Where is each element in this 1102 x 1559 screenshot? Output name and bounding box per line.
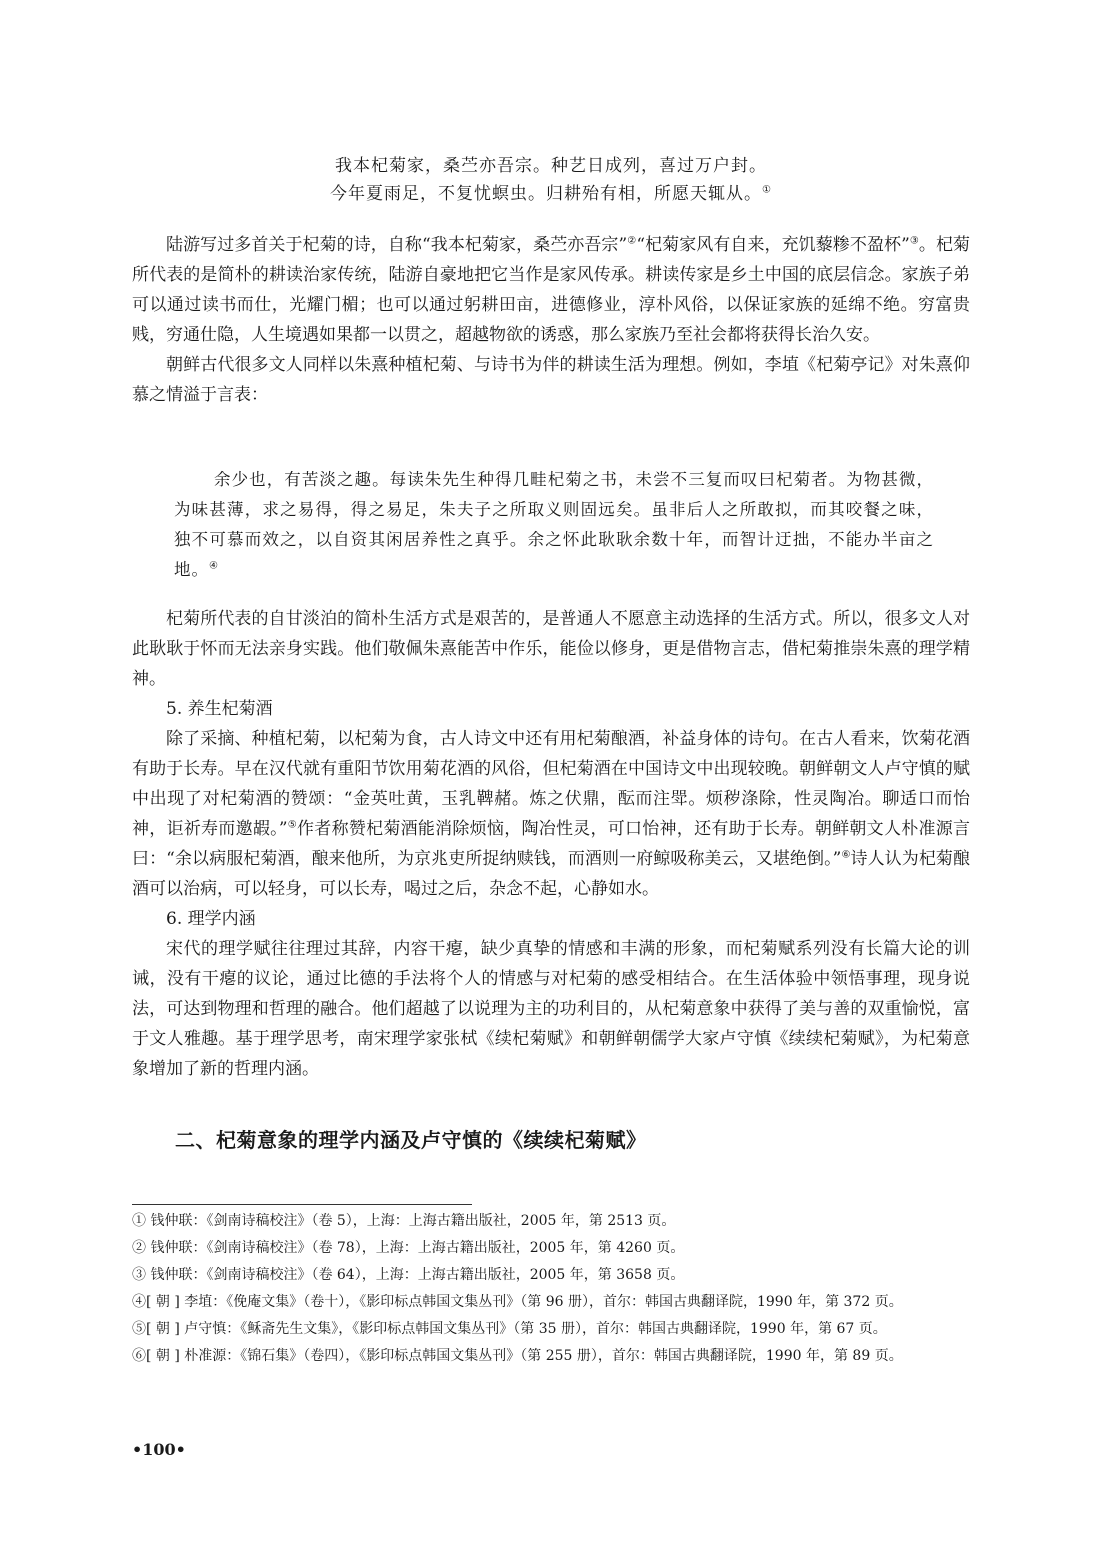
footnote-ref: ④ [209, 560, 219, 572]
paragraph: 杞菊所代表的自甘淡泊的简朴生活方式是艰苦的，是普通人不愿意主动选择的生活方式。所以，很多文人对此耿耿于怀而无法亲身实践。他们敬佩朱熹能苦中作乐，能俭以修身，更是借物言志，借杞菊推崇朱熹的理学精神。 [132, 609, 970, 689]
section-title-6: 6. 理学内涵 [166, 909, 256, 929]
quote-text-wrap [174, 465, 934, 585]
footnotes [132, 1210, 972, 1372]
section-heading: 二、杞菊意象的理学内涵及卢守慎的《续续杞菊赋》 [175, 1128, 647, 1152]
footnote-6: ⑥[ 朝 ] 朴准源：《锦石集》（卷四），《影印标点韩国文集丛刊》（第 255 册），首尔：韩国古典翻译院，1990 年，第 89 页。 [132, 1348, 903, 1364]
page-number: •100• [132, 1440, 186, 1459]
footnote-4: ④[ 朝 ] 李埴：《俛庵文集》（卷十），《影印标点韩国文集丛刊》（第 96 册），首尔：韩国古典翻译院，1990 年，第 372 页。 [132, 1294, 903, 1310]
footnote-5: ⑤[ 朝 ] 卢守慎：《稣斋先生文集》，《影印标点韩国文集丛刊》（第 35 册），首尔：韩国古典翻译院，1990 年，第 67 页。 [132, 1321, 887, 1337]
poem-line-1: 我本杞菊家，桑苎亦吾宗。种艺日成列，喜过万户封。 [335, 156, 767, 175]
paragraph: 朝鲜古代很多文人同样以朱熹种植杞菊、与诗书为伴的耕读生活为理想。例如，李埴《杞菊亭记》对朱熹仰慕之情溢于言表： [132, 355, 970, 405]
para-text: 。杞菊所代表的是简朴的耕读治家传统，陆游自豪地把它当作是家风传承。耕读传家是乡土中国的底层信念。家族子弟可以通过读书而仕，光耀门楣；也可以通过躬耕田亩，进德修业，淳朴风俗，以保证家族的延绵不绝。穷富贵贱，穷通仕隐，人生境遇如果都一以贯之，超越物欲的诱惑，那么家族乃至社会都将获得长治久安。 [132, 235, 971, 345]
footnote-ref: ③ [909, 235, 919, 247]
footnote-1: ① 钱仲联：《剑南诗稿校注》（卷 5），上海：上海古籍出版社，2005 年，第 2513 页。 [132, 1213, 676, 1229]
footnote-3: ③ 钱仲联：《剑南诗稿校注》（卷 64），上海：上海古籍出版社，2005 年，第 3658 页。 [132, 1267, 685, 1283]
para-text: 诗人认为杞菊酿酒可以治病，可以轻身，可以长寿，喝过之后，杂念不起，心静如水。 [132, 849, 970, 899]
footnote-ref: ② [627, 235, 637, 247]
para-text: “杞菊家风有自来，充饥藜糁不盈杯” [636, 235, 910, 255]
para-text: 除了采摘、种植杞菊，以杞菊为食，古人诗文中还有用杞菊酿酒，补益身体的诗句。在古人看来，饮菊花酒有助于长寿。早在汉代就有重阳节饮用菊花酒的风俗，但杞菊酒在中国诗文中出现较晚。朝鲜朝文人卢守慎的赋中出现了对杞菊酒的赞颂：“金英吐黄，玉乳鞞赭。炼之伏鼎，酝而注斝。烦秽涤除，性灵陶冶。聊适口而怡神，讵祈寿而邀嘏。” [132, 729, 970, 839]
section-title-5: 5. 养生杞菊酒 [166, 699, 273, 719]
footnote-divider [132, 1204, 472, 1205]
footnote-2: ② 钱仲联：《剑南诗稿校注》（卷 78），上海：上海古籍出版社，2005 年，第 4260 页。 [132, 1240, 685, 1256]
poem-line-2-text: 今年夏雨足，不复忧螟虫。归耕殆有相，所愿天辄从。 [330, 184, 763, 203]
footnote-ref: ⑥ [841, 849, 851, 861]
paragraph: 宋代的理学赋往往理过其辞，内容干瘪，缺少真挚的情感和丰满的形象，而杞菊赋系列没有长篇大论的训诫，没有干瘪的议论，通过比德的手法将个人的情感与对杞菊的感受相结合。在生活体验中领悟事理，现身说法，可达到物理和哲理的融合。他们超越了以说理为主的功利目的，从杞菊意象中获得了美与善的双重愉悦，富于文人雅趣。基于理学思考，南宋理学家张栻《续杞菊赋》和朝鲜朝儒学大家卢守慎《续续杞菊赋》，为杞菊意象增加了新的哲理内涵。 [132, 939, 970, 1079]
footnote-ref: ⑤ [287, 819, 298, 831]
para-text: 陆游写过多首关于杞菊的诗，自称“我本杞菊家，桑苎亦吾宗” [166, 235, 628, 255]
para-text: 作者称赞杞菊酒能消除烦恼，陶冶性灵，可口怡神，还有助于长寿。朝鲜朝文人朴准源言曰：“余以病服杞菊酒，酿来他所，为京兆吏所捉纳赎钱，而酒则一府鲸吸称美云，又堪绝倒。” [132, 819, 970, 869]
body-section-1 [132, 230, 970, 410]
paragraph [132, 230, 970, 350]
quote-text: 余少也，有苦淡之趣。每读朱先生种得几畦杞菊之书，未尝不三复而叹曰杞菊者。为物甚微，为味甚薄，求之易得，得之易足，朱夫子之所取义则固远矣。虽非后人之所敢拟，而其咬餐之味，独不可慕而效之，以自资其闲居养性之真乎。余之怀此耿耿余数十年，而智计迂拙，不能办半亩之地。 [174, 470, 934, 579]
body-section-2 [132, 604, 970, 1084]
footnote-ref: ① [762, 184, 772, 196]
poem-line-2 [0, 180, 1102, 208]
poem-block [0, 152, 1102, 208]
block-quote [174, 465, 934, 585]
paragraph [132, 724, 970, 904]
